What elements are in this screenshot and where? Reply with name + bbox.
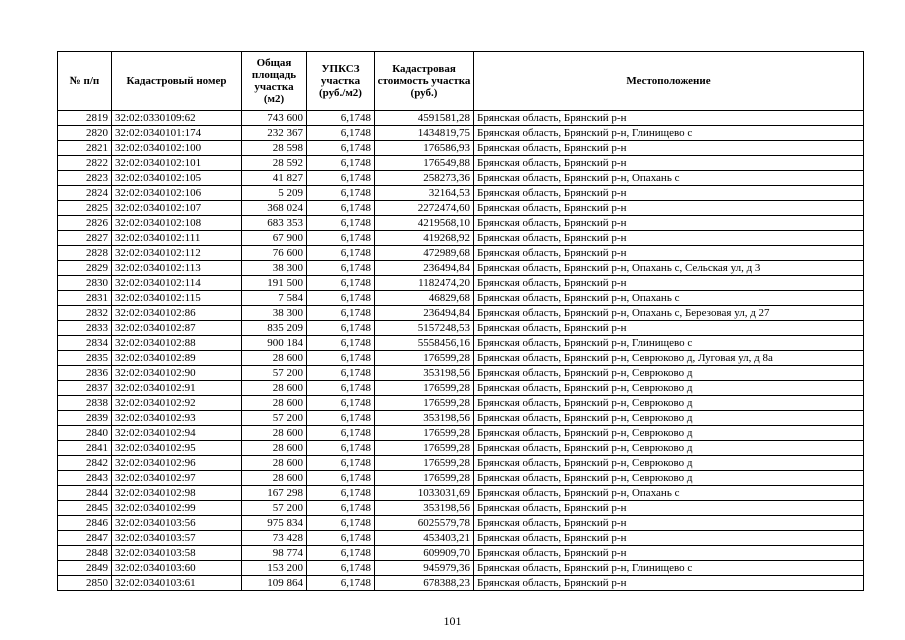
cell-cadastral-cost: 2272474,60 [375, 201, 474, 216]
cell-cadastral-cost: 176599,28 [375, 456, 474, 471]
cell-location: Брянская область, Брянский р-н [474, 141, 864, 156]
cell-cadastral-number: 32:02:0340102:93 [112, 411, 242, 426]
cell-cadastral-cost: 176586,93 [375, 141, 474, 156]
cadastral-table [57, 51, 864, 591]
cell-area: 191 500 [242, 276, 307, 291]
cell-num: 2842 [58, 456, 112, 471]
cell-cadastral-cost: 176599,28 [375, 471, 474, 486]
table-row [58, 396, 864, 411]
cell-location: Брянская область, Брянский р-н [474, 201, 864, 216]
cell-area: 28 600 [242, 471, 307, 486]
cell-area: 109 864 [242, 576, 307, 591]
cell-num: 2838 [58, 396, 112, 411]
cell-cadastral-cost: 5157248,53 [375, 321, 474, 336]
cell-cadastral-number: 32:02:0340102:91 [112, 381, 242, 396]
cell-area: 76 600 [242, 246, 307, 261]
cell-area: 41 827 [242, 171, 307, 186]
cell-upksz: 6,1748 [307, 426, 375, 441]
cell-cadastral-number: 32:02:0340102:101 [112, 156, 242, 171]
cell-cadastral-cost: 419268,92 [375, 231, 474, 246]
cell-location: Брянская область, Брянский р-н, Опахань с [474, 291, 864, 306]
cell-cadastral-cost: 176599,28 [375, 426, 474, 441]
cell-num: 2830 [58, 276, 112, 291]
table-row [58, 111, 864, 126]
cell-cadastral-cost: 176599,28 [375, 396, 474, 411]
cell-upksz: 6,1748 [307, 351, 375, 366]
cell-location: Брянская область, Брянский р-н, Опахань с, Березовая ул, д 27 [474, 306, 864, 321]
cell-upksz: 6,1748 [307, 201, 375, 216]
cell-area: 743 600 [242, 111, 307, 126]
table-row [58, 156, 864, 171]
cell-upksz: 6,1748 [307, 441, 375, 456]
table-header-row [58, 52, 864, 111]
cell-num: 2825 [58, 201, 112, 216]
cell-cadastral-cost: 176599,28 [375, 441, 474, 456]
cell-upksz: 6,1748 [307, 561, 375, 576]
table-row [58, 456, 864, 471]
table-row [58, 171, 864, 186]
cell-num: 2833 [58, 321, 112, 336]
cell-cadastral-cost: 236494,84 [375, 306, 474, 321]
cell-cadastral-number: 32:02:0340102:99 [112, 501, 242, 516]
cell-num: 2832 [58, 306, 112, 321]
cell-location: Брянская область, Брянский р-н, Опахань с [474, 486, 864, 501]
cell-cadastral-number: 32:02:0340102:98 [112, 486, 242, 501]
cell-cadastral-number: 32:02:0340102:112 [112, 246, 242, 261]
cell-location: Брянская область, Брянский р-н [474, 321, 864, 336]
cell-area: 57 200 [242, 501, 307, 516]
cell-cadastral-cost: 32164,53 [375, 186, 474, 201]
cell-cadastral-cost: 176599,28 [375, 351, 474, 366]
header-cadastral-number: Кадастровый номер [112, 52, 242, 111]
cell-cadastral-cost: 1434819,75 [375, 126, 474, 141]
cell-num: 2848 [58, 546, 112, 561]
table-row [58, 561, 864, 576]
cell-cadastral-cost: 945979,36 [375, 561, 474, 576]
cell-area: 5 209 [242, 186, 307, 201]
header-num: № п/п [58, 52, 112, 111]
cell-area: 57 200 [242, 366, 307, 381]
cell-num: 2837 [58, 381, 112, 396]
cell-upksz: 6,1748 [307, 261, 375, 276]
table-row [58, 426, 864, 441]
cell-cadastral-number: 32:02:0340102:113 [112, 261, 242, 276]
cell-cadastral-cost: 176599,28 [375, 381, 474, 396]
cell-location: Брянская область, Брянский р-н [474, 111, 864, 126]
cell-location: Брянская область, Брянский р-н [474, 516, 864, 531]
cell-cadastral-number: 32:02:0340101:174 [112, 126, 242, 141]
cell-cadastral-cost: 353198,56 [375, 501, 474, 516]
cell-cadastral-number: 32:02:0340102:107 [112, 201, 242, 216]
table-row [58, 471, 864, 486]
cell-num: 2847 [58, 531, 112, 546]
cell-location: Брянская область, Брянский р-н, Глинищево с [474, 126, 864, 141]
cell-location: Брянская область, Брянский р-н [474, 186, 864, 201]
cell-cadastral-cost: 609909,70 [375, 546, 474, 561]
cell-location: Брянская область, Брянский р-н [474, 246, 864, 261]
cell-num: 2844 [58, 486, 112, 501]
cell-location: Брянская область, Брянский р-н, Севрюково д [474, 426, 864, 441]
cell-area: 28 592 [242, 156, 307, 171]
cell-num: 2829 [58, 261, 112, 276]
table-row [58, 186, 864, 201]
cell-location: Брянская область, Брянский р-н [474, 156, 864, 171]
cell-cadastral-number: 32:02:0340102:97 [112, 471, 242, 486]
cell-location: Брянская область, Брянский р-н [474, 531, 864, 546]
cell-cadastral-cost: 472989,68 [375, 246, 474, 261]
table-row [58, 201, 864, 216]
cell-num: 2841 [58, 441, 112, 456]
cell-upksz: 6,1748 [307, 366, 375, 381]
table-row [58, 411, 864, 426]
cell-area: 28 600 [242, 396, 307, 411]
cell-upksz: 6,1748 [307, 486, 375, 501]
cell-location: Брянская область, Брянский р-н [474, 501, 864, 516]
cell-area: 28 600 [242, 456, 307, 471]
table-row [58, 336, 864, 351]
cell-cadastral-cost: 258273,36 [375, 171, 474, 186]
table-row [58, 231, 864, 246]
cell-location: Брянская область, Брянский р-н [474, 546, 864, 561]
cell-area: 683 353 [242, 216, 307, 231]
cell-location: Брянская область, Брянский р-н, Севрюково д [474, 381, 864, 396]
cell-location: Брянская область, Брянский р-н, Севрюково д, Луговая ул, д 8а [474, 351, 864, 366]
cell-cadastral-number: 32:02:0340103:56 [112, 516, 242, 531]
cell-cadastral-number: 32:02:0340103:61 [112, 576, 242, 591]
cell-location: Брянская область, Брянский р-н [474, 231, 864, 246]
cell-upksz: 6,1748 [307, 216, 375, 231]
cell-num: 2823 [58, 171, 112, 186]
cell-area: 232 367 [242, 126, 307, 141]
table-row [58, 126, 864, 141]
cell-upksz: 6,1748 [307, 336, 375, 351]
cell-cadastral-cost: 353198,56 [375, 366, 474, 381]
cell-location: Брянская область, Брянский р-н, Севрюково д [474, 471, 864, 486]
cell-cadastral-number: 32:02:0340102:88 [112, 336, 242, 351]
cell-area: 153 200 [242, 561, 307, 576]
cell-location: Брянская область, Брянский р-н [474, 216, 864, 231]
cell-cadastral-cost: 1182474,20 [375, 276, 474, 291]
cell-location: Брянская область, Брянский р-н [474, 576, 864, 591]
cell-area: 28 600 [242, 381, 307, 396]
cell-num: 2826 [58, 216, 112, 231]
cell-upksz: 6,1748 [307, 381, 375, 396]
cell-cadastral-number: 32:02:0340102:105 [112, 171, 242, 186]
cell-num: 2845 [58, 501, 112, 516]
cell-upksz: 6,1748 [307, 456, 375, 471]
cell-cadastral-number: 32:02:0340102:96 [112, 456, 242, 471]
cell-cadastral-number: 32:02:0340102:106 [112, 186, 242, 201]
cell-area: 98 774 [242, 546, 307, 561]
cell-location: Брянская область, Брянский р-н, Опахань с, Сельская ул, д 3 [474, 261, 864, 276]
cell-num: 2819 [58, 111, 112, 126]
cell-cadastral-number: 32:02:0340102:94 [112, 426, 242, 441]
table-row [58, 501, 864, 516]
cell-upksz: 6,1748 [307, 321, 375, 336]
cell-cadastral-number: 32:02:0340102:114 [112, 276, 242, 291]
cell-num: 2821 [58, 141, 112, 156]
cell-area: 368 024 [242, 201, 307, 216]
cell-cadastral-number: 32:02:0340102:100 [112, 141, 242, 156]
cell-cadastral-number: 32:02:0340102:115 [112, 291, 242, 306]
cell-location: Брянская область, Брянский р-н [474, 276, 864, 291]
cell-upksz: 6,1748 [307, 126, 375, 141]
cell-cadastral-number: 32:02:0340102:95 [112, 441, 242, 456]
cell-num: 2843 [58, 471, 112, 486]
table-row [58, 291, 864, 306]
cell-upksz: 6,1748 [307, 411, 375, 426]
cell-cadastral-cost: 678388,23 [375, 576, 474, 591]
cell-upksz: 6,1748 [307, 396, 375, 411]
table-row [58, 261, 864, 276]
cell-cadastral-number: 32:02:0340102:86 [112, 306, 242, 321]
cell-upksz: 6,1748 [307, 546, 375, 561]
table-row [58, 141, 864, 156]
cell-num: 2849 [58, 561, 112, 576]
table-body [58, 111, 864, 591]
cell-upksz: 6,1748 [307, 531, 375, 546]
table-row [58, 381, 864, 396]
table-row [58, 276, 864, 291]
cell-cadastral-number: 32:02:0330109:62 [112, 111, 242, 126]
header-upksz: УПКСЗ участка (руб./м2) [307, 52, 375, 111]
cell-upksz: 6,1748 [307, 111, 375, 126]
cell-cadastral-cost: 4219568,10 [375, 216, 474, 231]
cell-upksz: 6,1748 [307, 141, 375, 156]
cell-cadastral-number: 32:02:0340102:92 [112, 396, 242, 411]
header-location: Местоположение [474, 52, 864, 111]
page-number: 101 [443, 614, 462, 628]
cell-cadastral-number: 32:02:0340103:58 [112, 546, 242, 561]
cell-num: 2850 [58, 576, 112, 591]
cell-area: 38 300 [242, 306, 307, 321]
cell-area: 67 900 [242, 231, 307, 246]
cell-location: Брянская область, Брянский р-н, Севрюково д [474, 366, 864, 381]
cell-location: Брянская область, Брянский р-н, Севрюково д [474, 411, 864, 426]
cell-cadastral-number: 32:02:0340102:108 [112, 216, 242, 231]
table-row [58, 306, 864, 321]
cell-upksz: 6,1748 [307, 576, 375, 591]
cell-area: 57 200 [242, 411, 307, 426]
cell-cadastral-cost: 5558456,16 [375, 336, 474, 351]
cell-area: 167 298 [242, 486, 307, 501]
cell-cadastral-number: 32:02:0340102:111 [112, 231, 242, 246]
cell-num: 2840 [58, 426, 112, 441]
cell-cadastral-cost: 453403,21 [375, 531, 474, 546]
cell-upksz: 6,1748 [307, 246, 375, 261]
table-row [58, 516, 864, 531]
cell-upksz: 6,1748 [307, 186, 375, 201]
table-row [58, 366, 864, 381]
cell-location: Брянская область, Брянский р-н, Севрюково д [474, 396, 864, 411]
cell-cadastral-number: 32:02:0340103:60 [112, 561, 242, 576]
cell-num: 2827 [58, 231, 112, 246]
cell-area: 28 598 [242, 141, 307, 156]
cell-cadastral-cost: 1033031,69 [375, 486, 474, 501]
cell-cadastral-cost: 176549,88 [375, 156, 474, 171]
cell-location: Брянская область, Брянский р-н, Севрюково д [474, 456, 864, 471]
table-row [58, 546, 864, 561]
cell-location: Брянская область, Брянский р-н, Глинищево с [474, 336, 864, 351]
table-row [58, 486, 864, 501]
cell-area: 38 300 [242, 261, 307, 276]
cell-upksz: 6,1748 [307, 306, 375, 321]
cell-area: 73 428 [242, 531, 307, 546]
cell-num: 2836 [58, 366, 112, 381]
table-row [58, 441, 864, 456]
cell-num: 2835 [58, 351, 112, 366]
cell-cadastral-cost: 353198,56 [375, 411, 474, 426]
cell-cadastral-cost: 6025579,78 [375, 516, 474, 531]
cell-upksz: 6,1748 [307, 171, 375, 186]
table-row [58, 246, 864, 261]
cell-upksz: 6,1748 [307, 231, 375, 246]
cell-area: 975 834 [242, 516, 307, 531]
table-row [58, 576, 864, 591]
cell-cadastral-cost: 46829,68 [375, 291, 474, 306]
table-row [58, 531, 864, 546]
cell-upksz: 6,1748 [307, 156, 375, 171]
table-row [58, 351, 864, 366]
cell-area: 28 600 [242, 441, 307, 456]
cell-num: 2828 [58, 246, 112, 261]
header-area: Общая площадь участка (м2) [242, 52, 307, 111]
cell-num: 2822 [58, 156, 112, 171]
cell-area: 835 209 [242, 321, 307, 336]
cell-location: Брянская область, Брянский р-н, Севрюково д [474, 441, 864, 456]
cell-location: Брянская область, Брянский р-н, Глинищево с [474, 561, 864, 576]
cell-area: 28 600 [242, 426, 307, 441]
cell-num: 2846 [58, 516, 112, 531]
cell-cadastral-number: 32:02:0340102:90 [112, 366, 242, 381]
cell-area: 28 600 [242, 351, 307, 366]
cell-upksz: 6,1748 [307, 516, 375, 531]
cell-num: 2831 [58, 291, 112, 306]
cell-upksz: 6,1748 [307, 471, 375, 486]
cell-cadastral-cost: 236494,84 [375, 261, 474, 276]
cell-upksz: 6,1748 [307, 501, 375, 516]
cell-cadastral-number: 32:02:0340102:89 [112, 351, 242, 366]
cell-area: 900 184 [242, 336, 307, 351]
cell-cadastral-number: 32:02:0340103:57 [112, 531, 242, 546]
cell-upksz: 6,1748 [307, 276, 375, 291]
table-row [58, 216, 864, 231]
cell-cadastral-cost: 4591581,28 [375, 111, 474, 126]
cell-num: 2820 [58, 126, 112, 141]
cell-num: 2834 [58, 336, 112, 351]
cell-location: Брянская область, Брянский р-н, Опахань с [474, 171, 864, 186]
cell-cadastral-number: 32:02:0340102:87 [112, 321, 242, 336]
cell-num: 2824 [58, 186, 112, 201]
cell-area: 7 584 [242, 291, 307, 306]
header-cadastral-cost: Кадастровая стоимость участка (руб.) [375, 52, 474, 111]
table-row [58, 321, 864, 336]
cell-num: 2839 [58, 411, 112, 426]
cell-upksz: 6,1748 [307, 291, 375, 306]
